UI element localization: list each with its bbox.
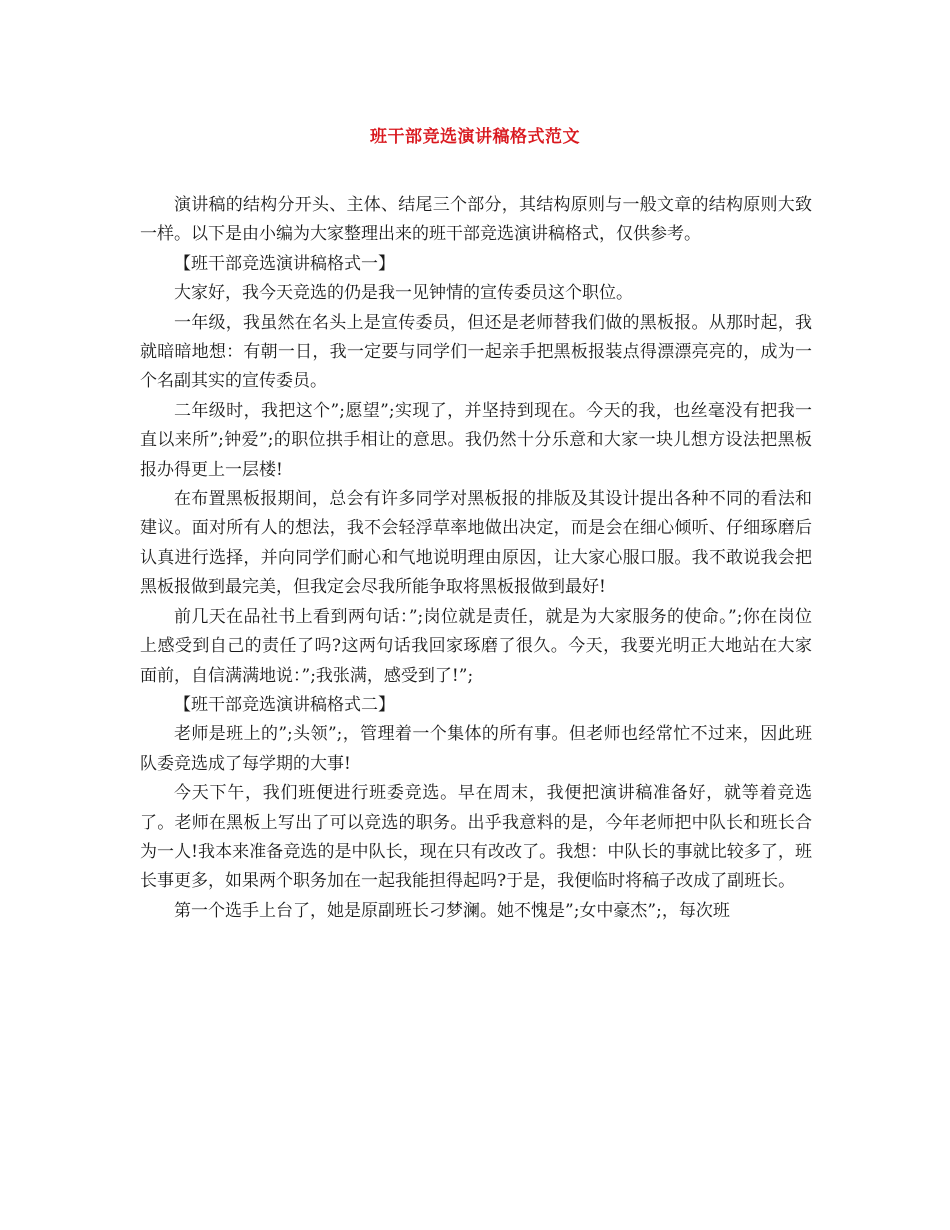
body-paragraph: 大家好，我今天竞选的仍是我一见钟情的宣传委员这个职位。 [174, 283, 633, 304]
section-heading-one: 【班干部竞选演讲稿格式一】 [174, 253, 395, 274]
body-paragraph: 二年级时，我把这个”;愿望”;实现了，并坚持到现在。今天的我，也丝毫没有把我一直以来所”;钟爱”;的职位拱手相让的意思。我仍然十分乐意和大家一块儿想方设法把黑板报办得更上一层楼! [140, 400, 812, 480]
section-heading-two: 【班干部竞选演讲稿格式二】 [174, 694, 395, 715]
body-paragraph: 今天下午，我们班便进行班委竞选。早在周末，我便把演讲稿准备好，就等着竞选了。老师在黑板上写出了可以竞选的职务。出乎我意料的是，今年老师把中队长和班长合为一人!我本来准备竞选的是中队长，现在只有改改了。我想：中队长的事就比较多了，班长事更多，如果两个职务加在一起我能担得起吗?于是，我便临时将稿子改成了副班长。 [140, 783, 812, 892]
body-paragraph: 第一个选手上台了，她是原副班长刁梦澜。她不愧是”;女中豪杰”;，每次班 [174, 900, 730, 921]
body-paragraph: 在布置黑板报期间，总会有许多同学对黑板报的排版及其设计提出各种不同的看法和建议。面对所有人的想法，我不会轻浮草率地做出决定，而是会在细心倾听、仔细琢磨后认真进行选择，并向同学们耐心和气地说明理由原因，让大家心服口服。我不敢说我会把黑板报做到最完美，但我定会尽我所能争取将黑板报做到最好! [140, 489, 812, 598]
document-body [140, 191, 812, 926]
intro-paragraph: 演讲稿的结构分开头、主体、结尾三个部分，其结构原则与一般文章的结构原则大致一样。以下是由小编为大家整理出来的班干部竞选演讲稿格式，仅供参考。 [140, 195, 812, 245]
body-paragraph: 老师是班上的”;头领”;，管理着一个集体的所有事。但老师也经常忙不过来，因此班队委竞选成了每学期的大事! [140, 724, 812, 774]
body-paragraph: 一年级，我虽然在名头上是宣传委员，但还是老师替我们做的黑板报。从那时起，我就暗暗地想：有朝一日，我一定要与同学们一起亲手把黑板报装点得漂漂亮亮的，成为一个名副其实的宣传委员。 [140, 312, 812, 392]
document-title: 班干部竞选演讲稿格式范文 [370, 127, 580, 147]
body-paragraph: 前几天在品社书上看到两句话：”;岗位就是责任，就是为大家服务的使命。”;你在岗位上感受到自己的责任了吗?这两句话我回家琢磨了很久。今天，我要光明正大地站在大家面前，自信满满地说：”;我张满，感受到了!”; [140, 606, 812, 686]
